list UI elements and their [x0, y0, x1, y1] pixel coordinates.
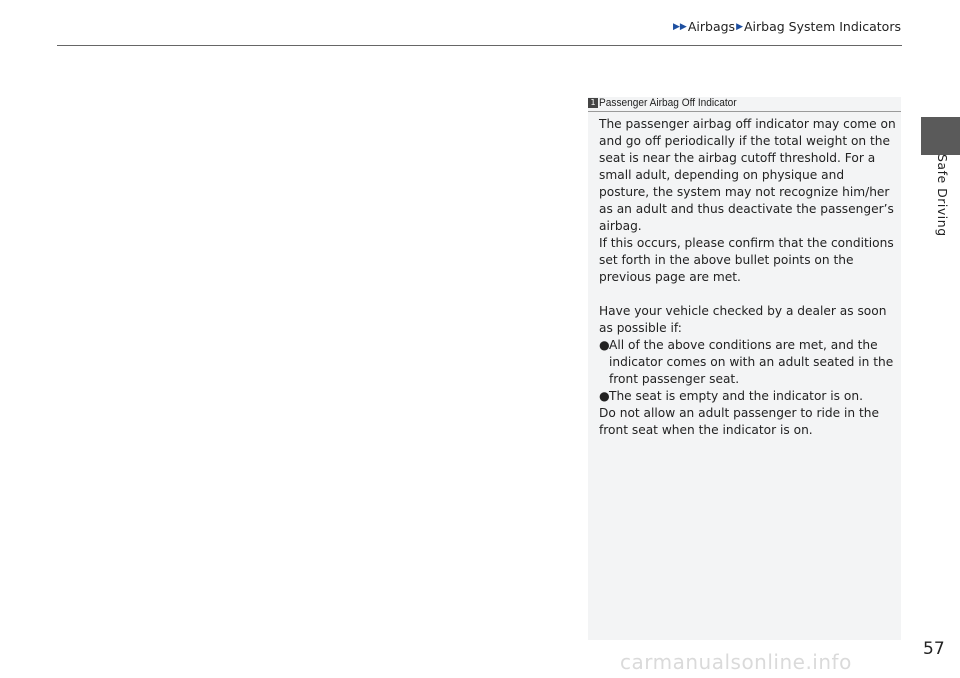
- list-item: ● All of the above conditions are met, and the indicator comes on with an adult seated in the front passenger seat.: [599, 338, 894, 386]
- note-paragraph: Do not allow an adult passenger to ride in the front seat when the indicator is on.: [599, 406, 879, 437]
- note-body: [599, 116, 897, 439]
- note-number-icon: 1: [588, 98, 598, 108]
- bullet-icon: ●: [599, 338, 610, 352]
- breadcrumb-item-airbags[interactable]: Airbags: [687, 19, 736, 34]
- note-paragraph: If this occurs, please confirm that the conditions set forth in the above bullet points on the previous page are met.: [599, 236, 894, 284]
- note-title: Passenger Airbag Off Indicator: [599, 97, 737, 109]
- note-paragraph: Have your vehicle checked by a dealer as soon as possible if:: [599, 304, 887, 335]
- breadcrumb: [672, 19, 901, 34]
- note-paragraph: The passenger airbag off indicator may come on and go off periodically if the total weight on the seat is near the airbag cutoff threshold. For a small adult, depending on physique and posture, the system may not recognize him/her as an adult and thus deactivate the passenger’s airbag.: [599, 117, 896, 233]
- note-header: [588, 97, 901, 112]
- list-item: ● The seat is empty and the indicator is on.: [599, 389, 863, 403]
- page-number: 57: [923, 639, 945, 659]
- section-tab: [921, 117, 960, 155]
- section-label: Safe Driving: [935, 154, 950, 237]
- arrow-right-icon: ▶: [736, 21, 743, 32]
- arrow-right-icon: ▶▶: [673, 21, 687, 32]
- header-divider: [57, 45, 902, 46]
- bullet-icon: ●: [599, 389, 610, 403]
- breadcrumb-item-indicators[interactable]: Airbag System Indicators: [743, 19, 901, 34]
- watermark: carmanualsonline.info: [620, 650, 852, 674]
